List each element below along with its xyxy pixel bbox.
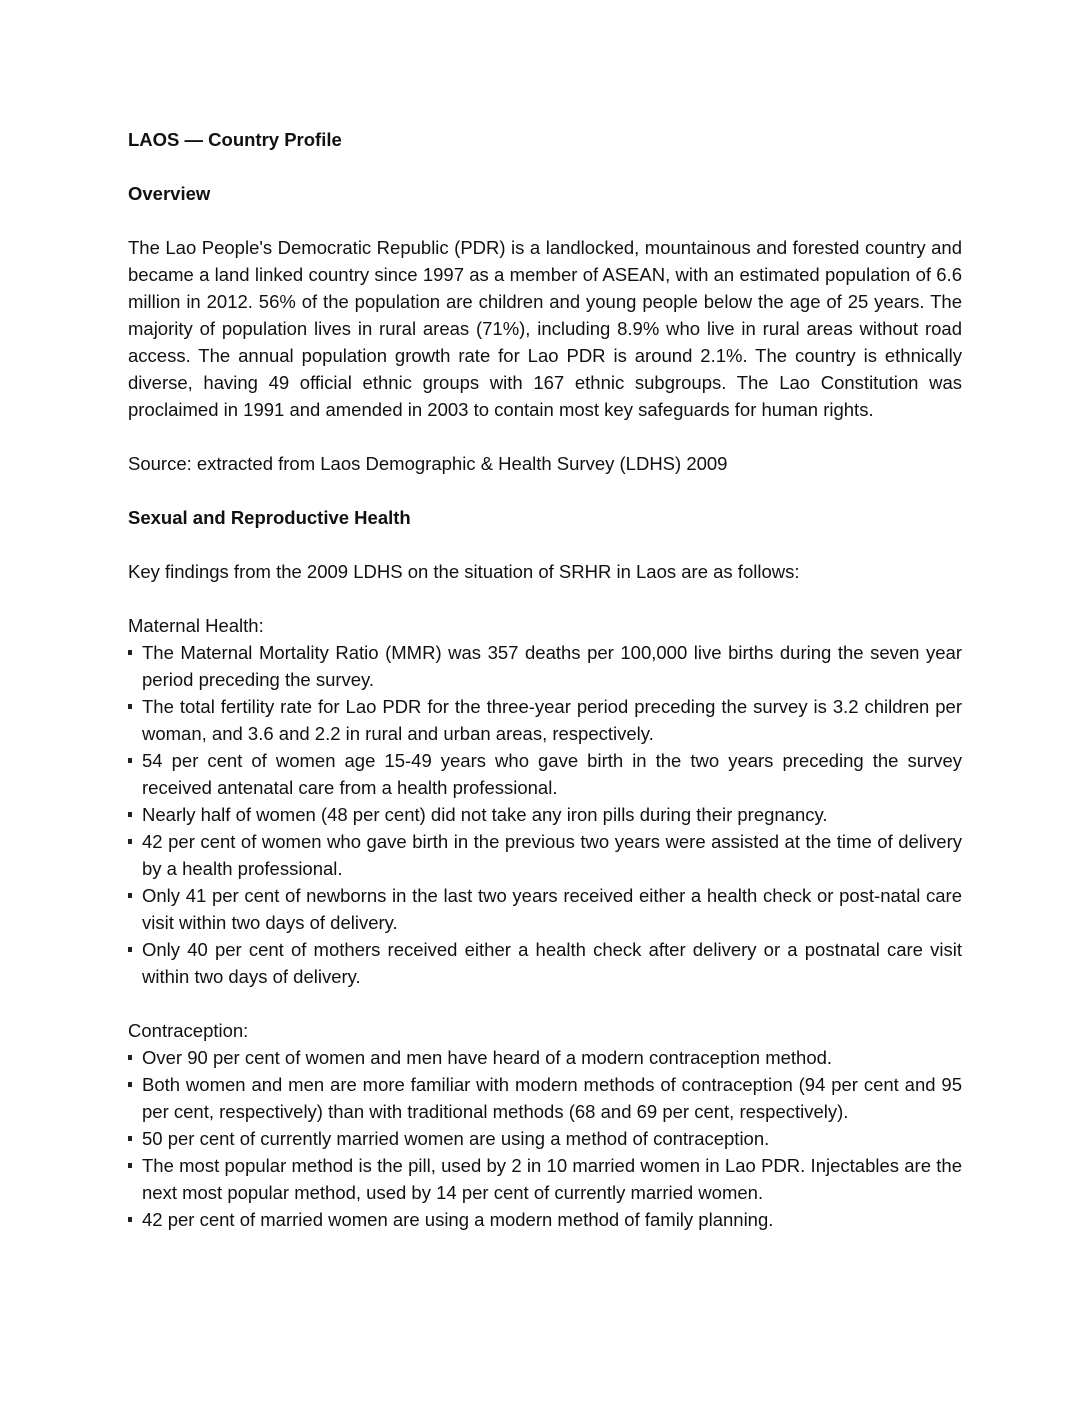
list-item: [128, 693, 962, 747]
contraception-label: Contraception:: [128, 1020, 249, 1041]
list-item-text: The Maternal Mortality Ratio (MMR) was 357 deaths per 100,000 live births during the seven year period preceding the survey.: [142, 642, 962, 690]
bullet-icon: [128, 758, 132, 763]
bullet-icon: [128, 812, 132, 817]
bullet-icon: [128, 947, 132, 952]
document-page: [128, 126, 962, 1260]
bullet-icon: [128, 893, 132, 898]
list-item: [128, 936, 962, 990]
bullet-icon: [128, 704, 132, 709]
srh-heading: Sexual and Reproductive Health: [128, 507, 411, 528]
list-item-text: 42 per cent of women who gave birth in the previous two years were assisted at the time of delivery by a health professional.: [142, 831, 962, 879]
list-item-text: The most popular method is the pill, used by 2 in 10 married women in Lao PDR. Injectables are the next most popular method, used by 14 per cent of currently married women.: [142, 1155, 962, 1203]
bullet-icon: [128, 1217, 132, 1222]
list-item: [128, 828, 962, 882]
list-item: [128, 1071, 962, 1125]
list-item: [128, 1152, 962, 1206]
list-item: [128, 1044, 962, 1071]
list-item: [128, 1206, 962, 1233]
list-item: [128, 882, 962, 936]
bullet-icon: [128, 1136, 132, 1141]
bullet-icon: [128, 1082, 132, 1087]
document-title: LAOS — Country Profile: [128, 129, 342, 150]
bullet-icon: [128, 1163, 132, 1168]
bullet-icon: [128, 839, 132, 844]
maternal-health-label: Maternal Health:: [128, 615, 264, 636]
list-item: [128, 1125, 962, 1152]
source-citation: Source: extracted from Laos Demographic & Health Survey (LDHS) 2009: [128, 453, 728, 474]
list-item: [128, 639, 962, 693]
list-item-text: 42 per cent of married women are using a modern method of family planning.: [142, 1209, 774, 1230]
bullet-icon: [128, 1055, 132, 1060]
list-item: [128, 801, 962, 828]
list-item-text: Both women and men are more familiar with modern methods of contraception (94 per cent and 95 per cent, respectively) than with traditional methods (68 and 69 per cent, respectively).: [142, 1074, 962, 1122]
srh-intro: Key findings from the 2009 LDHS on the situation of SRHR in Laos are as follows:: [128, 561, 800, 582]
bullet-icon: [128, 650, 132, 655]
list-item-text: 54 per cent of women age 15-49 years who gave birth in the two years preceding the survey received antenatal care from a health professional.: [142, 750, 962, 798]
list-item-text: 50 per cent of currently married women are using a method of contraception.: [142, 1128, 770, 1149]
list-item-text: Only 40 per cent of mothers received either a health check after delivery or a postnatal care visit within two days of delivery.: [142, 939, 962, 987]
list-item-text: Only 41 per cent of newborns in the last two years received either a health check or post-natal care visit within two days of delivery.: [142, 885, 962, 933]
maternal-health-list: [128, 639, 962, 990]
list-item: [128, 747, 962, 801]
list-item-text: Nearly half of women (48 per cent) did not take any iron pills during their pregnancy.: [142, 804, 828, 825]
overview-heading: Overview: [128, 183, 211, 204]
overview-paragraph: The Lao People's Democratic Republic (PDR) is a landlocked, mountainous and forested country and became a land linked country since 1997 as a member of ASEAN, with an estimated population of 6.6 million in 2012. 56% of the population are children and young people below the age of 25 years. The majority of population lives in rural areas (71%), including 8.9% who live in rural areas without road access. The annual population growth rate for Lao PDR is around 2.1%. The country is ethnically diverse, having 49 official ethnic groups with 167 ethnic subgroups. The Lao Constitution was proclaimed in 1991 and amended in 2003 to contain most key safeguards for human rights.: [128, 237, 962, 420]
list-item-text: The total fertility rate for Lao PDR for the three-year period preceding the survey is 3.2 children per woman, and 3.6 and 2.2 in rural and urban areas, respectively.: [142, 696, 962, 744]
list-item-text: Over 90 per cent of women and men have heard of a modern contraception method.: [142, 1047, 833, 1068]
contraception-list: [128, 1044, 962, 1233]
